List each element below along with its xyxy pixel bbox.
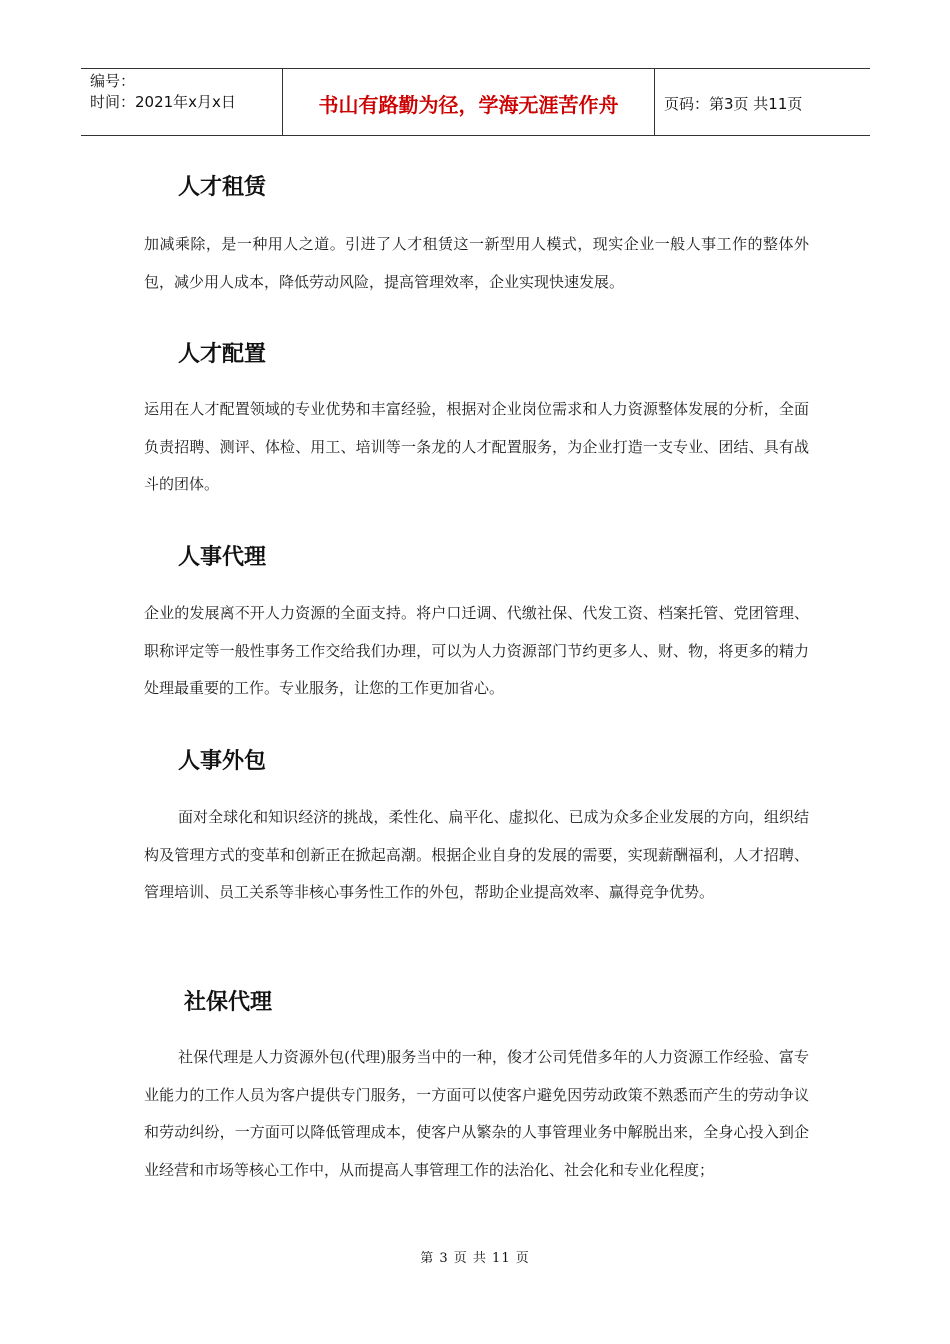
document-date: 时间：2021年x月x日 bbox=[90, 93, 236, 111]
section-title-hr-outsourcing: 人事外包 bbox=[178, 749, 267, 774]
section-title-talent-leasing: 人才租赁 bbox=[178, 175, 267, 200]
page-header bbox=[81, 68, 870, 136]
header-meta bbox=[81, 69, 282, 135]
section-title-social-insurance-agency: 社保代理 bbox=[184, 990, 273, 1015]
section-body-talent-allocation: 运用在人才配置领域的专业优势和丰富经验，根据对企业岗位需求和人力资源整体发展的分析，全面负责招聘、测评、体检、用工、培训等一条龙的人才配置服务，为企业打造一支专业、团结、具有战斗的团体。 bbox=[144, 400, 809, 493]
section-body-social-insurance-agency: 社保代理是人力资源外包(代理)服务当中的一种，俊才公司凭借多年的人力资源工作经验、富专业能力的工作人员为客户提供专门服务，一方面可以使客户避免因劳动政策不熟悉而产生的劳动争议和劳动纠纷，一方面可以降低管理成本，使客户从繁杂的人事管理业务中解脱出来，全身心投入到企业经营和市场等核心工作中，从而提高人事管理工作的法治化、社会化和专业化程度； bbox=[144, 1048, 809, 1179]
header-motto: 书山有路勤为径，学海无涯苦作舟 bbox=[282, 69, 655, 135]
page-footer: 第 3 页 共 11 页 bbox=[420, 1251, 530, 1266]
section-body-hr-agency: 企业的发展离不开人力资源的全面支持。将户口迁调、代缴社保、代发工资、档案托管、党团管理、职称评定等一般性事务工作交给我们办理，可以为人力资源部门节约更多人、财、物，将更多的精力处理最重要的工作。专业服务，让您的工作更加省心。 bbox=[144, 604, 809, 697]
document-number-label: 编号： bbox=[90, 72, 136, 90]
section-title-hr-agency: 人事代理 bbox=[178, 545, 267, 570]
section-title-talent-allocation: 人才配置 bbox=[178, 342, 267, 367]
section-body-talent-leasing: 加减乘除，是一种用人之道。引进了人才租赁这一新型用人模式，现实企业一般人事工作的整体外包，减少用人成本，降低劳动风险，提高管理效率，企业实现快速发展。 bbox=[144, 235, 809, 291]
section-body-hr-outsourcing: 面对全球化和知识经济的挑战，柔性化、扁平化、虚拟化、已成为众多企业发展的方向，组织结构及管理方式的变革和创新正在掀起高潮。根据企业自身的发展的需要，实现薪酬福利，人才招聘、管理培训、员工关系等非核心事务性工作的外包，帮助企业提高效率、赢得竞争优势。 bbox=[144, 808, 809, 901]
header-page-info: 页码：第3页 共11页 bbox=[664, 94, 803, 113]
